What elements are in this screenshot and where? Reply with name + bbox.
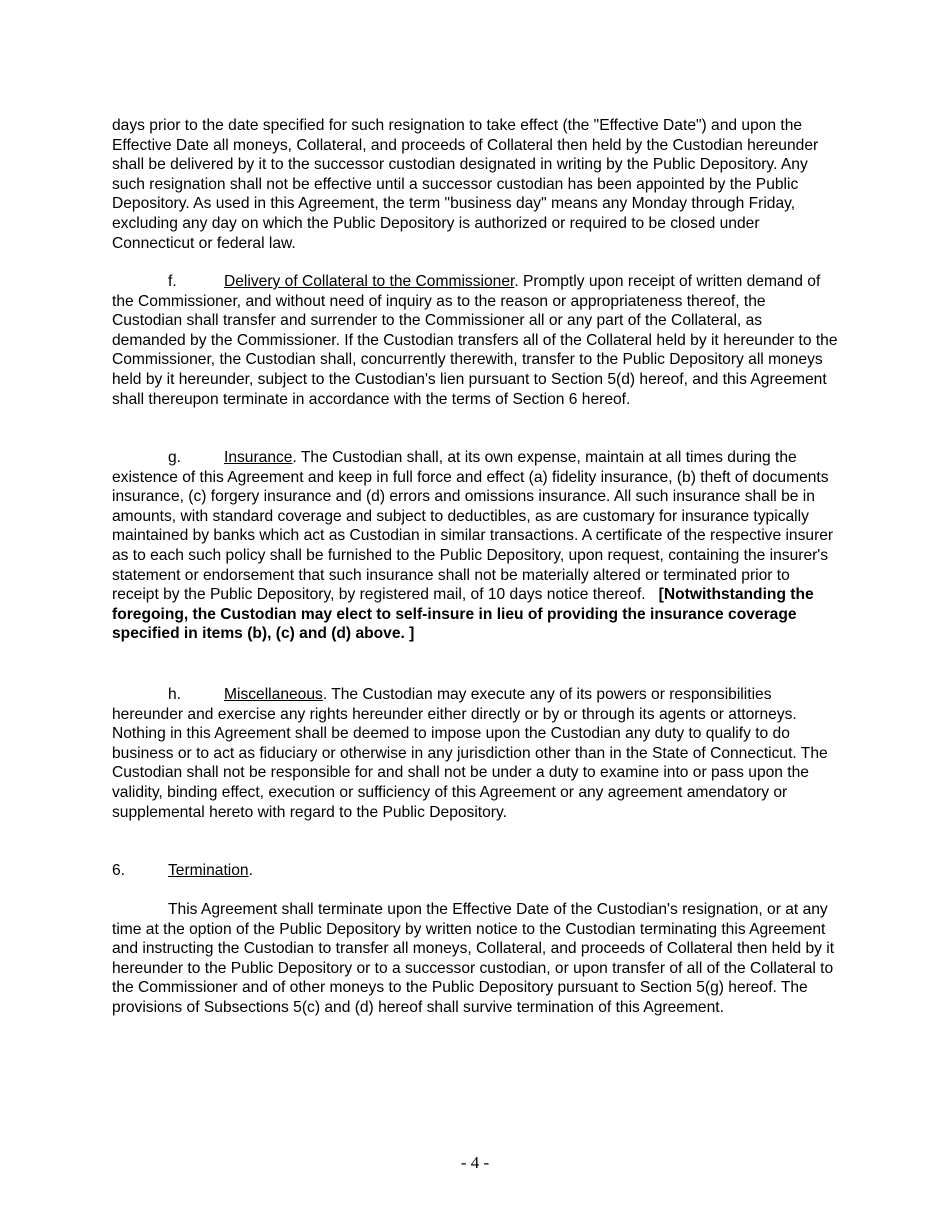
section-f-label: f. xyxy=(168,273,177,290)
section-h-heading: Miscellaneous xyxy=(224,686,323,703)
section-h-paragraph xyxy=(112,685,838,822)
section-6-number: 6. xyxy=(112,862,126,879)
section-6-heading-period: . xyxy=(248,862,253,879)
section-h-body: . The Custodian may execute any of its powers or responsibilities hereunder and exercise any rights hereunder either directly or by or through its agents or attorneys. Nothing in this Agreement shall be deemed to impose upon the Custodian any duty to qualify to do business or to act as fiduciary or otherwise in any jurisdiction other than in the State of Connecticut. The Custodian shall not be responsible for and shall not be under a duty to examine into or pass upon the validity, binding effect, execution or sufficiency of this Agreement or any agreement amendatory or supplemental hereto with regard to the Public Depository. xyxy=(112,686,828,821)
section-g-body: . The Custodian shall, at its own expense, maintain at all times during the existence of this Agreement and keep in full force and effect (a) fidelity insurance, (b) theft of documents insurance, (c) forgery insurance and (d) errors and omissions insurance. All such insurance shall be in amounts, with standard coverage and subject to deductibles, as are customary for insurance typically maintained by banks which act as Custodian in similar transactions. A certificate of the respective insurer as to each such policy shall be furnished to the Public Depository, upon request, containing the insurer's statement or endorsement that such insurance shall not be materially altered or terminated prior to receipt by the Public Depository, by registered mail, of 10 days notice thereof. xyxy=(112,449,834,604)
section-g-label: g. xyxy=(168,449,182,466)
section-6-body: This Agreement shall terminate upon the Effective Date of the Custodian's resignation, or at any time at the option of the Public Depository by written notice to the Custodian terminating this Agreement and instructing the Custodian to transfer all moneys, Collateral, and proceeds of Collateral then held by it hereunder to the Public Depository or to a successor custodian, or upon transfer of all of the Collateral to the Commissioner and of other moneys to the Public Depository pursuant to Section 5(g) hereof. The provisions of Subsections 5(c) and (d) hereof shall survive termination of this Agreement. xyxy=(112,901,835,1016)
section-6-heading: Termination xyxy=(168,862,249,879)
section-6-heading-line xyxy=(112,861,838,881)
page-number: - 4 - xyxy=(460,1153,490,1172)
section-f-heading: Delivery of Collateral to the Commissioner xyxy=(224,273,515,290)
section-6-paragraph xyxy=(112,900,838,1018)
section-g-paragraph xyxy=(112,448,838,644)
section-g-bold-note: [Notwithstanding the foregoing, the Custodian may elect to self-insure in lieu of providing the insurance coverage specified in items (b), (c) and (d) above. ] xyxy=(112,586,814,643)
section-g-heading: Insurance xyxy=(224,449,293,466)
section-f-paragraph xyxy=(112,272,838,409)
continuation-paragraph: days prior to the date specified for such resignation to take effect (the "Effective Date") and upon the Effective Date all moneys, Collateral, and proceeds of Collateral then held by the Custodian hereunder shall be delivered by it to the successor custodian designated in writing by the Public Depository. Any such resignation shall not be effective until a successor custodian has been appointed by the Public Depository. As used in this Agreement, the term "business day" means any Monday through Friday, excluding any day on which the Public Depository is authorized or required to be closed under Connecticut or federal law. xyxy=(112,117,819,252)
section-h-label: h. xyxy=(168,686,182,703)
section-f-body: . Promptly upon receipt of written demand of the Commissioner, and without need of inquiry as to the reason or appropriateness thereof, the Custodian shall transfer and surrender to the Commissioner all or any part of the Collateral, as demanded by the Commissioner. If the Custodian transfers all of the Collateral held by it hereunder to the Commissioner, the Custodian shall, concurrently therewith, transfer to the Public Depository all moneys held by it hereunder, subject to the Custodian's lien pursuant to Section 5(d) hereof, and this Agreement shall thereupon terminate in accordance with the terms of Section 6 hereof. xyxy=(112,273,838,408)
